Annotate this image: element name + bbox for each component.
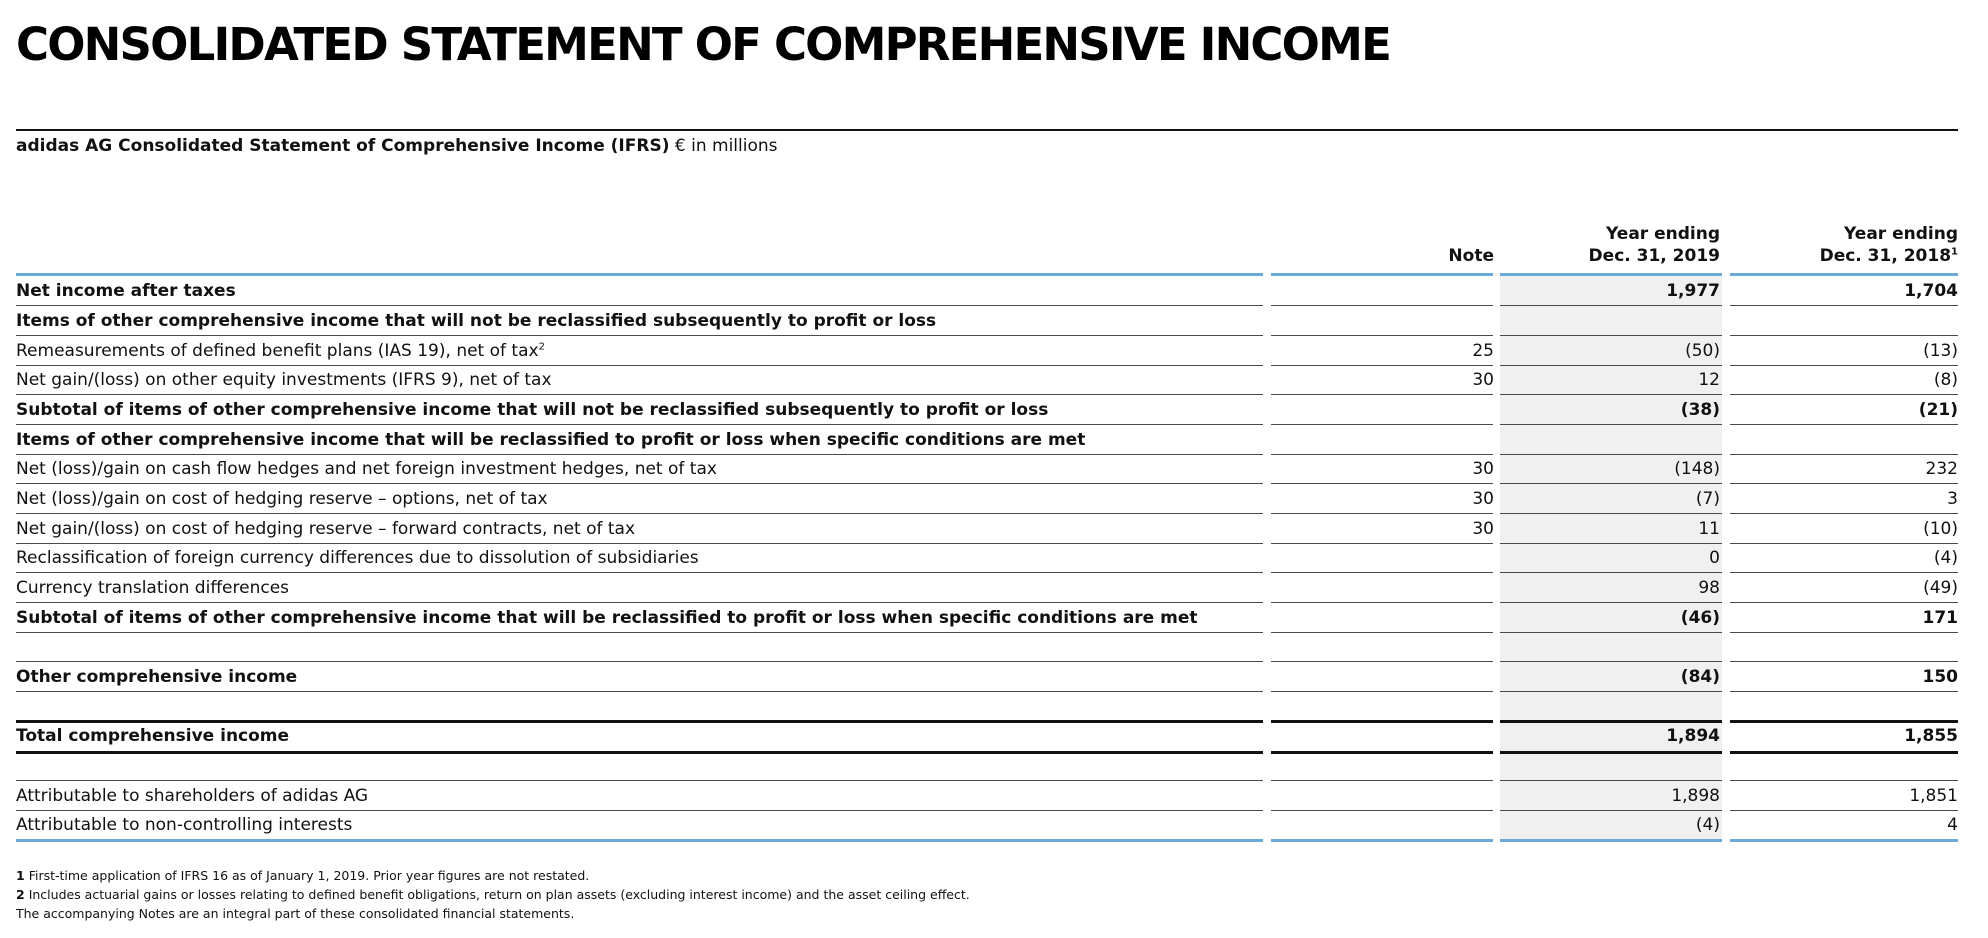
value-cell-y2019: 1,898	[1671, 786, 1720, 806]
row-divider	[16, 513, 1263, 514]
row-label-text: Net gain/(loss) on other equity investments (IFRS 9), net of tax	[16, 370, 552, 390]
row-divider	[16, 273, 1263, 276]
table-subtitle	[16, 136, 778, 156]
row-label-text: Net (loss)/gain on cost of hedging reserve – options, net of tax	[16, 489, 548, 509]
row-divider	[1271, 839, 1493, 842]
title-divider	[16, 129, 1958, 131]
row-label-text: Currency translation differences	[16, 578, 290, 598]
row-divider	[16, 394, 1263, 395]
row-divider	[16, 751, 1263, 754]
row-divider	[1500, 365, 1722, 366]
row-divider	[1730, 365, 1958, 366]
row-divider	[1271, 424, 1493, 425]
row-divider	[1730, 273, 1958, 276]
row-label	[16, 429, 1085, 451]
column-header-2018-footnote-marker: 1	[1951, 246, 1958, 258]
row-divider	[1271, 483, 1493, 484]
row-divider	[1271, 543, 1493, 544]
value-cell-y2019: 12	[1698, 370, 1720, 390]
row-label-text: Items of other comprehensive income that will not be reclassified subsequently to profit or loss	[16, 311, 937, 331]
row-divider	[1730, 454, 1958, 455]
row-divider	[1271, 273, 1493, 276]
row-divider	[16, 780, 1263, 781]
row-label	[16, 577, 289, 599]
value-cell-y2019: 11	[1698, 519, 1720, 539]
value-cell-y2018: 150	[1922, 667, 1958, 687]
row-divider	[1730, 661, 1958, 662]
row-divider	[16, 454, 1263, 455]
row-divider	[1271, 632, 1493, 633]
row-divider	[16, 691, 1263, 692]
row-divider	[16, 483, 1263, 484]
row-divider	[1500, 572, 1722, 573]
row-divider	[1271, 602, 1493, 603]
row-divider	[1730, 632, 1958, 633]
value-cell-y2018: 1,704	[1904, 281, 1958, 301]
value-cell-y2019: (148)	[1674, 459, 1720, 479]
value-cell-y2018: 171	[1922, 608, 1958, 628]
value-cell-y2018: (49)	[1923, 578, 1958, 598]
value-cell-y2019: (7)	[1695, 489, 1720, 509]
note-cell: 25	[1472, 341, 1494, 361]
row-divider	[16, 305, 1263, 306]
row-label-text: Net gain/(loss) on cost of hedging reserve – forward contracts, net of tax	[16, 519, 636, 539]
row-divider	[1271, 810, 1493, 811]
row-divider	[1500, 720, 1722, 723]
footnote-2	[16, 885, 970, 904]
row-divider	[16, 365, 1263, 366]
row-divider	[1730, 691, 1958, 692]
row-divider	[16, 720, 1263, 723]
note-cell: 30	[1472, 370, 1494, 390]
row-divider	[1730, 839, 1958, 842]
row-divider	[1500, 543, 1722, 544]
value-cell-y2018: (13)	[1923, 341, 1958, 361]
row-label	[16, 725, 289, 747]
row-label	[16, 369, 552, 391]
row-label	[16, 488, 548, 510]
row-divider	[16, 424, 1263, 425]
row-label	[16, 607, 1198, 629]
row-divider	[1500, 691, 1722, 692]
row-label	[16, 340, 545, 362]
value-cell-y2018: 232	[1925, 459, 1958, 479]
row-label	[16, 785, 368, 807]
row-divider	[1500, 305, 1722, 306]
value-cell-y2019: (50)	[1685, 341, 1720, 361]
row-label	[16, 814, 352, 836]
row-divider	[1500, 661, 1722, 662]
row-divider	[1500, 751, 1722, 754]
row-divider	[1730, 780, 1958, 781]
row-divider	[16, 572, 1263, 573]
row-divider	[1271, 691, 1493, 692]
column-header-2019: Year ending Dec. 31, 2019	[1588, 224, 1720, 266]
value-cell-y2018: 1,851	[1909, 786, 1958, 806]
row-label-text: Subtotal of items of other comprehensive income that will not be reclassified subsequently to profit or loss	[16, 400, 1049, 420]
table-subtitle-unit: € in millions	[674, 136, 778, 156]
row-divider	[16, 839, 1263, 842]
footnote-text: The accompanying Notes are an integral part of these consolidated financial statements.	[16, 906, 575, 921]
row-label	[16, 280, 236, 302]
row-label-text: Items of other comprehensive income that will be reclassified to profit or loss when specific conditions are met	[16, 430, 1086, 450]
value-cell-y2019: 0	[1709, 548, 1720, 568]
row-label-text: Net income after taxes	[16, 281, 236, 301]
row-divider	[16, 543, 1263, 544]
footnote-text: Includes actuarial gains or losses relating to defined benefit obligations, return on plan assets (excluding interest income) and the asset ceiling effect.	[28, 887, 970, 902]
value-cell-y2019: (84)	[1680, 667, 1720, 687]
footnote-number: 1	[16, 868, 25, 883]
value-cell-y2019: (38)	[1680, 400, 1720, 420]
row-divider	[1730, 602, 1958, 603]
note-cell: 30	[1472, 489, 1494, 509]
value-cell-y2019: (4)	[1695, 815, 1720, 835]
row-divider	[1730, 424, 1958, 425]
row-divider	[1500, 273, 1722, 276]
footnote-number: 2	[16, 887, 25, 902]
row-divider	[1271, 780, 1493, 781]
value-cell-y2018: 4	[1947, 815, 1958, 835]
row-divider	[16, 632, 1263, 633]
row-divider	[1271, 335, 1493, 336]
row-label	[16, 458, 717, 480]
value-cell-y2018: (4)	[1933, 548, 1958, 568]
row-divider	[1271, 661, 1493, 662]
row-label	[16, 310, 936, 332]
footnote-marker: 2	[538, 341, 545, 353]
row-divider	[1500, 394, 1722, 395]
row-label	[16, 399, 1048, 421]
page-title: CONSOLIDATED STATEMENT OF COMPREHENSIVE INCOME	[16, 18, 1391, 71]
row-divider	[1271, 305, 1493, 306]
row-divider	[1500, 483, 1722, 484]
row-divider	[1271, 365, 1493, 366]
row-divider	[1730, 305, 1958, 306]
row-divider	[1500, 335, 1722, 336]
row-divider	[1271, 751, 1493, 754]
note-cell: 30	[1472, 519, 1494, 539]
row-divider	[1271, 394, 1493, 395]
row-label-text: Other comprehensive income	[16, 667, 298, 687]
row-divider	[16, 661, 1263, 662]
row-divider	[1271, 513, 1493, 514]
row-divider	[16, 602, 1263, 603]
row-divider	[16, 335, 1263, 336]
row-divider	[1500, 454, 1722, 455]
row-divider	[1730, 394, 1958, 395]
row-divider	[1271, 572, 1493, 573]
row-label	[16, 547, 699, 569]
row-divider	[1271, 454, 1493, 455]
row-divider	[1500, 780, 1722, 781]
row-label-text: Subtotal of items of other comprehensive income that will be reclassified to profit or loss when specific conditions are met	[16, 608, 1198, 628]
row-divider	[1271, 720, 1493, 723]
value-cell-y2019: 1,894	[1666, 726, 1720, 746]
footnote-3	[16, 904, 970, 923]
row-label-text: Remeasurements of defined benefit plans (IAS 19), net of tax	[16, 341, 539, 361]
row-label	[16, 518, 635, 540]
value-cell-y2018: (8)	[1933, 370, 1958, 390]
column-header-2018	[1820, 223, 1958, 267]
row-divider	[1730, 720, 1958, 723]
row-divider	[1500, 632, 1722, 633]
table-subtitle-bold: adidas AG Consolidated Statement of Comprehensive Income (IFRS)	[16, 136, 670, 156]
row-label-text: Total comprehensive income	[16, 726, 290, 746]
value-cell-y2019: (46)	[1680, 608, 1720, 628]
value-cell-y2018: (10)	[1923, 519, 1958, 539]
footnote-text: First-time application of IFRS 16 as of January 1, 2019. Prior year figures are not restated.	[28, 868, 590, 883]
row-label-text: Net (loss)/gain on cash flow hedges and net foreign investment hedges, net of tax	[16, 459, 717, 479]
row-divider	[1500, 839, 1722, 842]
row-label-text: Attributable to shareholders of adidas AG	[16, 786, 369, 806]
row-divider	[1730, 483, 1958, 484]
value-cell-y2018: 3	[1947, 489, 1958, 509]
row-divider	[1500, 424, 1722, 425]
column-header-2018-text: Year ending Dec. 31, 2018	[1819, 224, 1958, 266]
row-label-text: Attributable to non-controlling interests	[16, 815, 353, 835]
value-cell-y2018: 1,855	[1904, 726, 1958, 746]
row-divider	[1730, 751, 1958, 754]
row-divider	[1730, 543, 1958, 544]
row-divider	[1730, 513, 1958, 514]
row-divider	[1730, 335, 1958, 336]
row-divider	[1500, 810, 1722, 811]
value-cell-y2018: (21)	[1918, 400, 1958, 420]
column-header-note: Note	[1448, 246, 1494, 266]
note-cell: 30	[1472, 459, 1494, 479]
row-divider	[16, 810, 1263, 811]
footnotes	[16, 866, 970, 923]
row-divider	[1500, 602, 1722, 603]
value-cell-y2019: 98	[1698, 578, 1720, 598]
row-label	[16, 666, 297, 688]
row-divider	[1500, 513, 1722, 514]
row-divider	[1730, 572, 1958, 573]
row-divider	[1730, 810, 1958, 811]
row-label-text: Reclassification of foreign currency differences due to dissolution of subsidiaries	[16, 548, 699, 568]
footnote-1	[16, 866, 970, 885]
value-cell-y2019: 1,977	[1666, 281, 1720, 301]
